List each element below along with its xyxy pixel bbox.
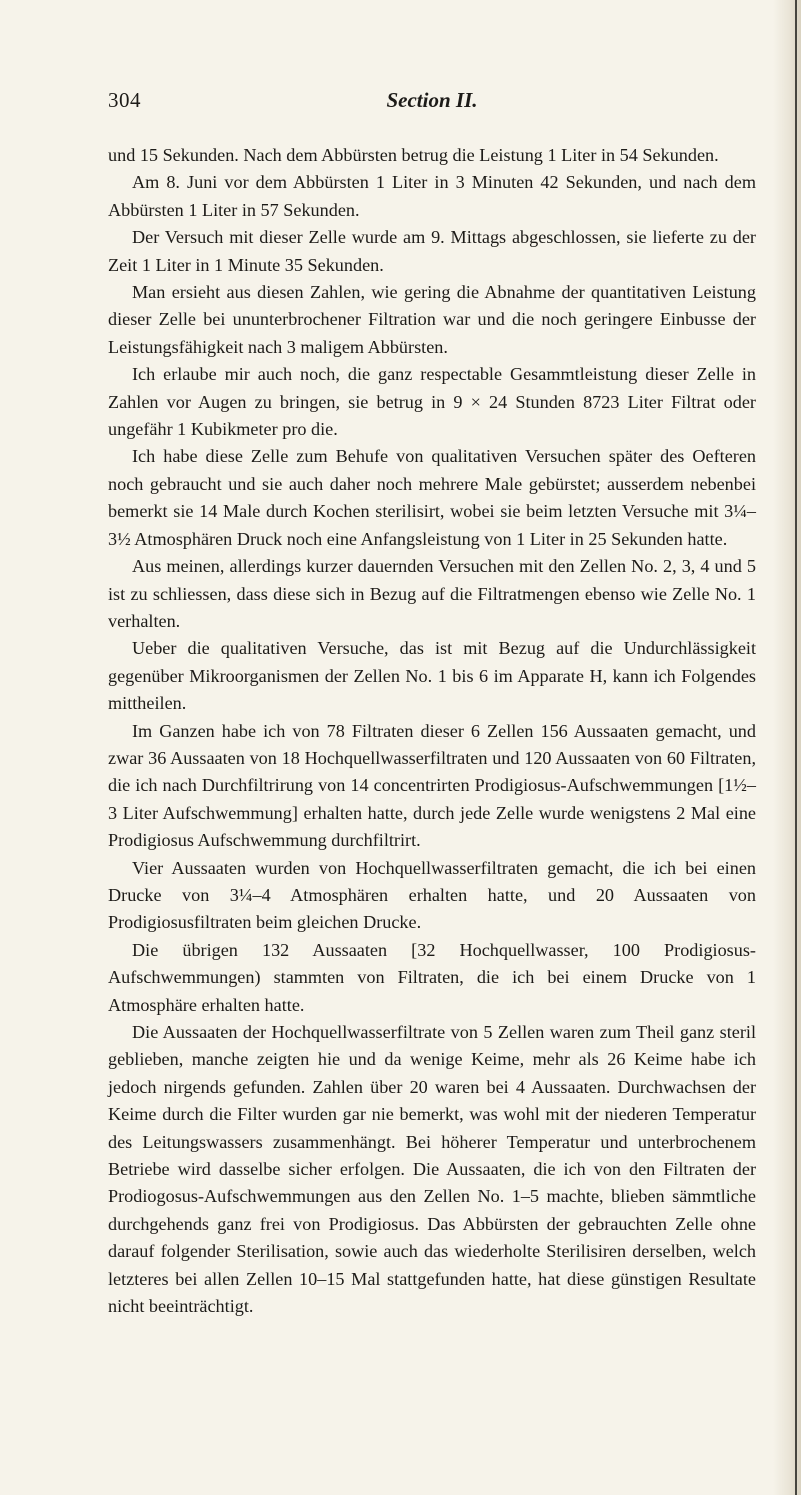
paragraph-8: Ueber die qualitativen Versuche, das ist mit Bezug auf die Undurchlässigkeit gegenüber Mikroorganismen der Zellen No. 1 bis 6 im Apparate H, kann ich Folgendes mittheilen. [108, 638, 756, 714]
page-number: 304 [108, 88, 141, 112]
paragraph-5: Ich erlaube mir auch noch, die ganz respectable Gesammtleistung dieser Zelle in Zahlen vor Augen zu bringen, sie betrug in 9 × 24 Stunden 8723 Liter Filtrat oder ungefähr 1 Kubikmeter pro die. [108, 364, 756, 440]
paragraph-10: Vier Aussaaten wurden von Hochquellwasserfiltraten gemacht, die ich bei einen Drucke von 3¼–4 Atmosphären erhalten hatte, und 20 Aussaaten von Prodigiosusfiltraten beim gleichen Drucke. [108, 857, 756, 933]
paragraph-7: Aus meinen, allerdings kurzer dauernden Versuchen mit den Zellen No. 2, 3, 4 und 5 ist zu schliessen, dass diese sich in Bezug auf die Filtratmengen ebenso wie Zelle No. 1 verhalten. [108, 556, 756, 631]
paragraph-12: Die Aussaaten der Hochquellwasserfiltrate von 5 Zellen waren zum Theil ganz steril geblieben, manche zeigten hie und da wenige Keime, mehr als 26 Keime habe ich jedoch nirgends gefunden. Zahlen über 20 waren bei 4 Aussaaten. Durchwachsen der Keime durch die Filter wurden gar nie bemerkt, was wohl mit der niederen Temperatur des Leitungswassers zusammenhängt. Bei höherer Temperatur und unterbrochenem Betriebe wird dasselbe sicher erfolgen. Die Aussaaten, die ich von den Filtraten der Prodiogosus-Aufschwemmungen aus den Zellen No. 1–5 machte, blieben sämmtliche durchgehends ganz frei von Prodigiosus. Das Abbürsten der gebrauchten Zelle ohne darauf folgender Sterilisation, sowie auch das wiederholte Sterilisiren derselben, welch letzteres bei allen Zellen 10–15 Mal stattgefunden hatte, hat diese günstigen Resultate nicht beeinträchtigt. [108, 1022, 756, 1317]
page-header [108, 88, 756, 118]
paragraph-2: Am 8. Juni vor dem Abbürsten 1 Liter in 3 Minuten 42 Sekunden, und nach dem Abbürsten 1 Liter in 57 Sekunden. [108, 172, 756, 220]
body-text [108, 142, 756, 1320]
page-edge-line [795, 0, 797, 1495]
paragraph-9: Im Ganzen habe ich von 78 Filtraten dieser 6 Zellen 156 Aussaaten gemacht, und zwar 36 Aussaaten von 18 Hochquellwasserfiltraten und 120 Aussaaten von 60 Filtraten, die ich nach Durchfiltrirung von 14 concentrirten Prodigiosus-Aufschwemmungen [1½–3 Liter Aufschwemmung] erhalten hatte, durch jede Zelle wurde wenigstens 2 Mal eine Prodigiosus Aufschwemmung durchfiltrirt. [108, 720, 756, 851]
paragraph-6: Ich habe diese Zelle zum Behufe von qualitativen Versuchen später des Oefteren noch gebraucht und sie auch daher noch mehrere Male gebürstet; ausserdem nebenbei bemerkt sie 14 Male durch Kochen sterilisirt, wobei sie beim letzten Versuche mit 3¼–3½ Atmosphären Druck noch eine Anfangsleistung von 1 Liter in 25 Sekunden hatte. [108, 446, 756, 549]
paragraph-3: Der Versuch mit dieser Zelle wurde am 9. Mittags abgeschlossen, sie lieferte zu der Zeit 1 Liter in 1 Minute 35 Sekunden. [108, 227, 756, 275]
paragraph-4: Man ersieht aus diesen Zahlen, wie gering die Abnahme der quantitativen Leistung dieser Zelle bei ununterbrochener Filtration war und die noch geringere Einbusse der Leistungsfähigkeit nach 3 maligem Abbürsten. [108, 282, 756, 357]
paragraph-1: und 15 Sekunden. Nach dem Abbürsten betrug die Leistung 1 Liter in 54 Sekunden. [108, 145, 719, 165]
running-head: Section II. [386, 88, 478, 112]
paragraph-11: Die übrigen 132 Aussaaten [32 Hochquellwasser, 100 Prodigiosus-Aufschwemmungen) stammten von Filtraten, die ich bei einem Drucke von 1 Atmosphäre erhalten hatte. [108, 939, 756, 1015]
